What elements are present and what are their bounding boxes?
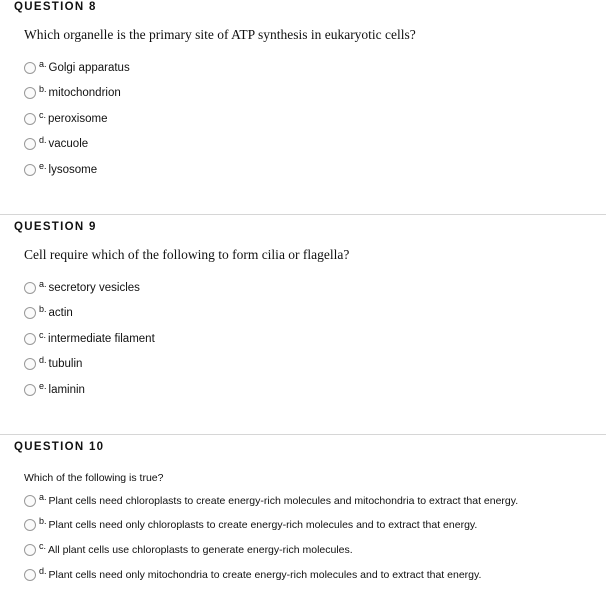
question-title: QUESTION 9 <box>14 221 97 233</box>
radio-button[interactable] <box>24 113 36 125</box>
question-text: Which of the following is true? <box>24 472 164 484</box>
option-text: mitochondrion <box>48 87 121 99</box>
option-c[interactable] <box>24 111 107 127</box>
option-text: peroxisome <box>48 113 108 125</box>
option-letter: d. <box>39 566 47 576</box>
option-c[interactable] <box>24 542 353 558</box>
question-title: QUESTION 8 <box>14 1 97 13</box>
section-divider <box>0 434 606 435</box>
radio-button[interactable] <box>24 569 36 581</box>
option-text: lysosome <box>48 164 98 176</box>
option-d[interactable] <box>24 136 88 152</box>
radio-button[interactable] <box>24 87 36 99</box>
option-letter: a. <box>39 59 47 69</box>
option-text: intermediate filament <box>48 333 155 345</box>
radio-button[interactable] <box>24 519 36 531</box>
option-c[interactable] <box>24 331 155 347</box>
option-a[interactable] <box>24 60 130 76</box>
option-text: actin <box>48 307 73 319</box>
radio-button[interactable] <box>24 307 36 319</box>
radio-button[interactable] <box>24 333 36 345</box>
option-letter: b. <box>39 516 47 526</box>
option-e[interactable] <box>24 162 97 178</box>
option-a[interactable] <box>24 280 140 296</box>
radio-button[interactable] <box>24 164 36 176</box>
option-letter: d. <box>39 135 47 145</box>
option-a[interactable] <box>24 493 518 509</box>
option-letter: c. <box>39 330 47 340</box>
radio-button[interactable] <box>24 544 36 556</box>
option-letter: e. <box>39 381 47 391</box>
option-text: All plant cells use chloroplasts to generate energy-rich molecules. <box>48 544 353 556</box>
option-text: laminin <box>48 384 85 396</box>
question-text: Which organelle is the primary site of ATP synthesis in eukaryotic cells? <box>24 27 416 42</box>
option-text: tubulin <box>48 358 83 370</box>
option-letter: a. <box>39 492 47 502</box>
option-text: Golgi apparatus <box>48 62 130 74</box>
section-divider <box>0 214 606 215</box>
option-e[interactable] <box>24 382 85 398</box>
radio-button[interactable] <box>24 384 36 396</box>
radio-button[interactable] <box>24 62 36 74</box>
option-text: Plant cells need only chloroplasts to create energy-rich molecules and to extract that energy. <box>48 519 478 531</box>
option-letter: b. <box>39 84 47 94</box>
radio-button[interactable] <box>24 495 36 507</box>
option-b[interactable] <box>24 517 477 533</box>
option-text: vacuole <box>48 138 89 150</box>
radio-button[interactable] <box>24 282 36 294</box>
option-text: Plant cells need only mitochondria to create energy-rich molecules and to extract that energy. <box>48 569 482 581</box>
option-letter: c. <box>39 110 47 120</box>
option-letter: a. <box>39 279 47 289</box>
option-d[interactable] <box>24 356 82 372</box>
question-title: QUESTION 10 <box>14 441 105 453</box>
option-text: Plant cells need chloroplasts to create energy-rich molecules and mitochondria to extract that energy. <box>48 495 519 507</box>
option-b[interactable] <box>24 85 121 101</box>
question-text: Cell require which of the following to form cilia or flagella? <box>24 247 350 262</box>
radio-button[interactable] <box>24 358 36 370</box>
option-letter: b. <box>39 304 47 314</box>
option-letter: d. <box>39 355 47 365</box>
option-d[interactable] <box>24 567 481 583</box>
option-text: secretory vesicles <box>48 282 140 294</box>
option-letter: e. <box>39 161 47 171</box>
option-b[interactable] <box>24 305 73 321</box>
option-letter: c. <box>39 541 47 551</box>
radio-button[interactable] <box>24 138 36 150</box>
